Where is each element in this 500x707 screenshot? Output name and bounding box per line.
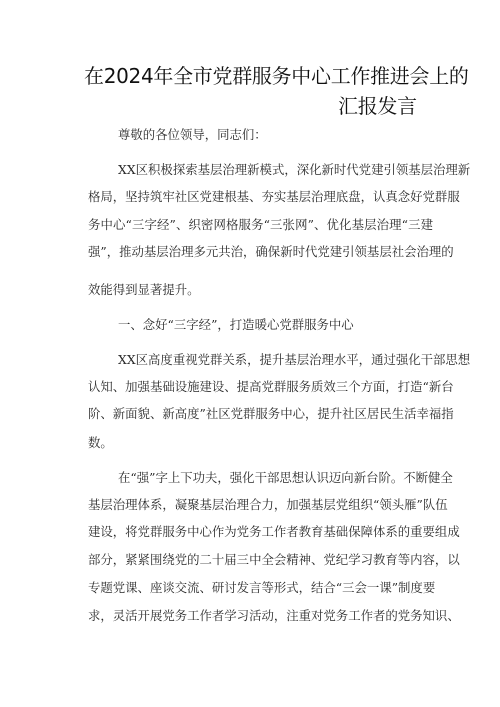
section-heading-1: 一、念好“三字经”，打造暖心党群服务中心: [118, 317, 354, 332]
greeting: 尊敬的各位领导，同志们：: [118, 127, 267, 142]
document-title-line-1: 在2024年全市党群服务中心工作推进会上的: [84, 64, 469, 88]
paragraph-2-line-2: 认知、加强基础设施建设、提高党群服务质效三个方面，打造“新台: [88, 379, 454, 394]
paragraph-3-line-2: 基层治理体系，凝聚基层治理合力，加强基层党组织“领头雁”队伍: [88, 497, 448, 512]
paragraph-3-line-3: 建设，将党群服务中心作为党务工作者教育基础保障体系的重要组成: [88, 524, 460, 539]
paragraph-2-line-4: 数。: [88, 435, 113, 450]
paragraph-2-line-3: 阶、新面貌、新高度”社区党群服务中心，提升社区居民生活幸福指: [88, 406, 454, 421]
paragraph-3-line-1: 在“强”字上下功夫，强化干部思想认识迈向新台阶。不断健全: [118, 470, 453, 485]
paragraph-3-line-5: 专题党课、座谈交流、研讨发言等形式，结合“三会一课”制度要: [88, 580, 436, 595]
paragraph-3-line-6: 求，灵活开展党务工作者学习活动，注重对党务工作者的党务知识、: [88, 608, 460, 623]
paragraph-1-line-4: 强”，推动基层治理多元共治，确保新时代党建引领基层社会治理的: [88, 244, 454, 259]
paragraph-1-line-3: 务中心“三字经”、织密网格服务“三张网”、优化基层治理“三建: [88, 217, 433, 232]
paragraph-2-line-1: XX区高度重视党群关系，提升基层治理水平，通过强化干部思想: [118, 352, 471, 367]
paragraph-1-line-5: 效能得到显著提升。: [88, 282, 200, 297]
paragraph-1-line-2: 格局，坚持筑牢社区党建根基、夯实基层治理底盘，认真念好党群服: [88, 189, 460, 204]
paragraph-3-line-4: 部分，紧紧围绕党的二十届三中全会精神、党纪学习教育等内容，以: [88, 552, 460, 567]
paragraph-1-line-1: XX区积极探索基层治理新模式，深化新时代党建引领基层治理新: [118, 162, 471, 177]
document-title-line-2: 汇报发言: [338, 94, 417, 118]
